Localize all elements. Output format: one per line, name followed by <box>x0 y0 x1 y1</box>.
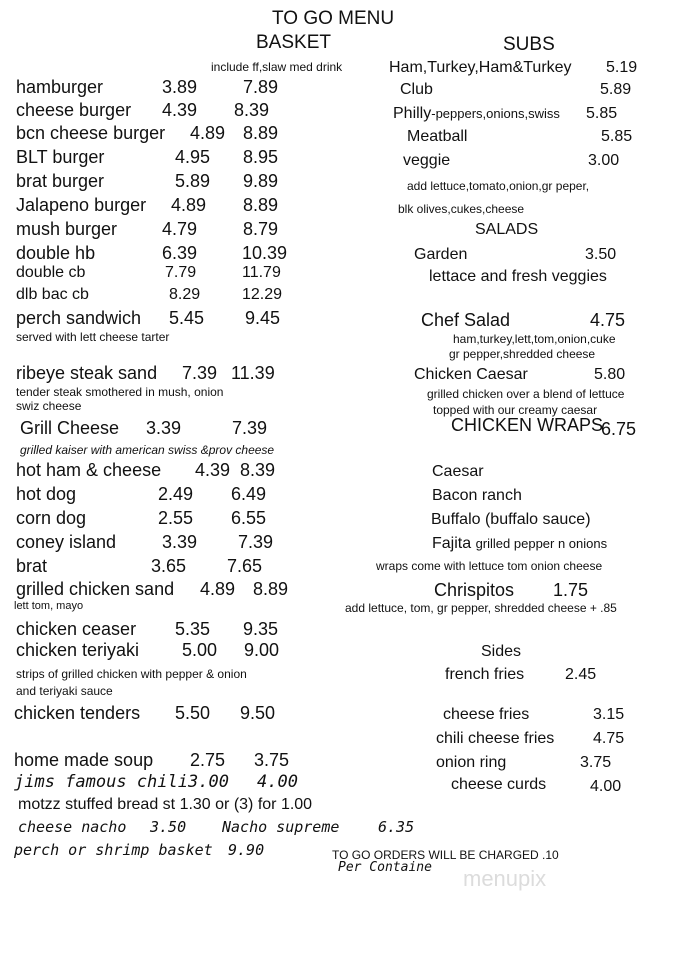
price-single: 4.39 <box>195 460 231 480</box>
basket-heading: BASKET <box>256 32 331 53</box>
list-item: cheese burger <box>16 100 132 120</box>
price-single: 5.89 <box>600 81 632 98</box>
price-single: 4.95 <box>175 147 211 167</box>
price-single: 5.50 <box>175 703 211 723</box>
price-single: 4.89 <box>171 195 207 215</box>
list-item: ribeye steak sand <box>16 363 158 383</box>
list-item: chicken teriyaki <box>16 640 140 660</box>
list-item: cheese fries <box>443 706 530 723</box>
item-note: ham,turkey,lett,tom,onion,cuke <box>453 332 616 346</box>
list-item: Grill Cheese <box>20 418 120 438</box>
item-note: wraps come with lettuce tom onion cheese <box>376 559 603 573</box>
list-item: grilled chicken sand <box>16 579 175 599</box>
price-single: 5.85 <box>586 105 618 122</box>
item-note: strips of grilled chicken with pepper & onion <box>16 667 247 681</box>
list-item: corn dog <box>16 508 87 528</box>
list-item: dlb bac cb <box>16 286 89 303</box>
price-basket: 9.00 <box>244 640 280 660</box>
list-item: jims famous chili <box>14 772 188 792</box>
price-basket: 9.45 <box>245 308 281 328</box>
price-single: 7.79 <box>165 264 197 281</box>
list-item: bcn cheese burger <box>16 123 166 143</box>
include-note: include ff,slaw med drink <box>211 60 343 74</box>
list-item: brat <box>16 556 48 576</box>
price-single: 9.90 <box>228 841 265 859</box>
list-item: chili cheese fries <box>436 730 555 747</box>
price-single: 3.00 <box>188 772 229 792</box>
price-single: 2.55 <box>158 508 194 528</box>
price-basket: 8.89 <box>243 195 279 215</box>
list-item: Fajita grilled pepper n onions <box>432 535 608 552</box>
price-single: 3.89 <box>162 77 198 97</box>
price-basket: 9.35 <box>243 619 279 639</box>
wraps-price: 6.75 <box>601 419 637 439</box>
item-note: served with lett cheese tarter <box>16 330 170 344</box>
price-single: 3.39 <box>146 418 182 438</box>
subs-heading: SUBS <box>503 34 555 55</box>
price-basket: 8.89 <box>243 123 279 143</box>
price-basket: 8.89 <box>253 579 289 599</box>
item-note: topped with our creamy caesar <box>433 403 598 417</box>
price-single: 3.15 <box>593 706 625 723</box>
price-single: 6.35 <box>378 818 415 836</box>
price-single: 3.75 <box>580 754 612 771</box>
price-single: 3.39 <box>162 532 198 552</box>
list-item: french fries <box>445 666 525 683</box>
price-basket: 9.89 <box>243 171 279 191</box>
item-note: swiz cheese <box>16 399 82 413</box>
list-item: double cb <box>16 264 86 281</box>
price-single: 3.65 <box>151 556 187 576</box>
list-item: perch sandwich <box>16 308 142 328</box>
price-basket: 7.39 <box>238 532 274 552</box>
motzz-line: motzz stuffed bread st 1.30 or (3) for 1.00 <box>18 796 313 813</box>
price-basket: 12.29 <box>242 286 283 303</box>
price-basket: 6.55 <box>231 508 267 528</box>
price-single: 4.75 <box>593 730 625 747</box>
price-single: 5.80 <box>594 366 626 383</box>
list-item: hamburger <box>16 77 104 97</box>
list-item: hot ham & cheese <box>16 460 162 480</box>
item-note: lettace and fresh veggies <box>429 268 607 285</box>
sides-heading: Sides <box>481 643 522 660</box>
list-item: home made soup <box>14 750 154 770</box>
list-item: double hb <box>16 243 96 263</box>
item-note: add lettuce, tom, gr pepper, shredded cheese + .85 <box>345 601 617 615</box>
price-single: 4.39 <box>162 100 198 120</box>
list-item: Meatball <box>407 128 468 145</box>
price-basket: 6.49 <box>231 484 267 504</box>
menu-title: TO GO MENU <box>272 8 395 29</box>
list-item: Chrispitos <box>434 580 515 600</box>
item-note: add lettuce,tomato,onion,gr peper, <box>407 179 590 193</box>
price-single: 1.75 <box>553 580 589 600</box>
price-single: 4.75 <box>590 310 626 330</box>
price-single: 8.29 <box>169 286 201 303</box>
list-item: chicken tenders <box>14 703 141 723</box>
list-item: brat burger <box>16 171 105 191</box>
list-item: Philly-peppers,onions,swiss <box>393 105 560 122</box>
price-single: 2.45 <box>565 666 597 683</box>
list-item: chicken ceaser <box>16 619 137 639</box>
item-note: grilled kaiser with american swiss &prov cheese <box>20 443 275 457</box>
price-basket: 9.50 <box>240 703 276 723</box>
price-single: 2.75 <box>190 750 226 770</box>
list-item: Bacon ranch <box>432 487 522 504</box>
item-note: gr pepper,shredded cheese <box>449 347 596 361</box>
price-basket: 10.39 <box>242 243 288 263</box>
price-single: 6.39 <box>162 243 198 263</box>
price-basket: 8.95 <box>243 147 279 167</box>
list-item: Chef Salad <box>421 310 511 330</box>
price-basket: 3.75 <box>254 750 290 770</box>
price-single: 7.39 <box>182 363 218 383</box>
price-single: 4.89 <box>200 579 236 599</box>
per-container-note: Per Containe <box>338 860 432 875</box>
price-basket: 4.00 <box>257 772 298 792</box>
item-note: lett tom, mayo <box>14 600 84 612</box>
price-single: 5.45 <box>169 308 205 328</box>
price-single: 5.00 <box>182 640 218 660</box>
price-single: 3.50 <box>150 818 187 836</box>
watermark: menupix <box>463 866 547 891</box>
price-basket: 8.39 <box>240 460 276 480</box>
list-item: Jalapeno burger <box>16 195 147 215</box>
price-single: 5.19 <box>606 59 638 76</box>
salads-heading: SALADS <box>475 221 539 238</box>
price-basket: 7.89 <box>243 77 279 97</box>
list-item: Chicken Caesar <box>414 366 528 383</box>
list-item: Club <box>400 81 433 98</box>
price-single: 4.79 <box>162 219 198 239</box>
item-note: tender steak smothered in mush, onion <box>16 385 224 399</box>
price-single: 3.00 <box>588 152 620 169</box>
list-item: Nacho supreme <box>222 818 340 836</box>
price-single: 5.35 <box>175 619 211 639</box>
price-single: 5.89 <box>175 171 211 191</box>
price-single: 2.49 <box>158 484 194 504</box>
list-item: onion ring <box>436 754 507 771</box>
item-note: grilled chicken over a blend of lettuce <box>427 387 625 401</box>
list-item: hot dog <box>16 484 77 504</box>
list-item: coney island <box>16 532 117 552</box>
price-basket: 8.39 <box>234 100 270 120</box>
list-item: cheese curds <box>451 776 547 793</box>
price-single: 4.89 <box>190 123 226 143</box>
list-item: Buffalo (buffalo sauce) <box>431 511 591 528</box>
price-basket: 11.79 <box>242 264 281 281</box>
price-basket: 11.39 <box>231 363 275 383</box>
item-note: and teriyaki sauce <box>16 684 113 698</box>
list-item: Caesar <box>432 463 484 480</box>
price-basket: 7.65 <box>227 556 263 576</box>
list-item: perch or shrimp basket <box>14 841 213 859</box>
list-item: Ham,Turkey,Ham&Turkey <box>389 59 572 76</box>
list-item: veggie <box>403 152 451 169</box>
price-basket: 8.79 <box>243 219 279 239</box>
list-item: BLT burger <box>16 147 105 167</box>
charge-notice: TO GO ORDERS WILL BE CHARGED .10 <box>332 848 559 862</box>
price-basket: 7.39 <box>232 418 268 438</box>
list-item: mush burger <box>16 219 118 239</box>
price-single: 3.50 <box>585 246 617 263</box>
item-note: blk olives,cukes,cheese <box>398 202 525 216</box>
list-item: Garden <box>414 246 468 263</box>
list-item: cheese nacho <box>18 818 127 836</box>
wraps-heading: CHICKEN WRAPS <box>451 415 604 435</box>
price-single: 4.00 <box>590 778 622 795</box>
price-single: 5.85 <box>601 128 633 145</box>
